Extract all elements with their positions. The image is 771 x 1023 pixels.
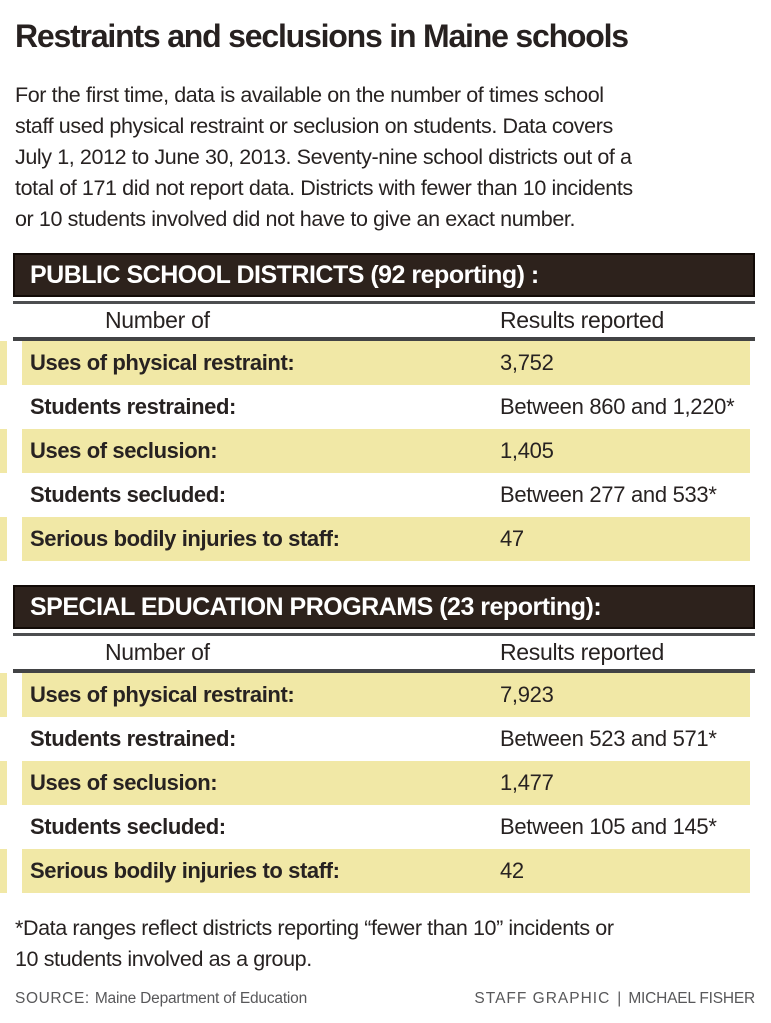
table-row: [22, 805, 750, 849]
row-value: 1,477: [500, 770, 554, 795]
table-row: [22, 717, 750, 761]
row-value: Between 105 and 145*: [500, 814, 717, 839]
section-header-label: SPECIAL EDUCATION PROGRAMS (23 reporting):: [30, 592, 602, 621]
column-header-number-of: Number of: [105, 307, 210, 333]
staff-credit: [474, 990, 755, 1008]
intro-line: For the first time, data is available on the number of times school: [15, 83, 604, 107]
column-header-row: [13, 636, 755, 669]
section-header-bar: [13, 585, 755, 629]
table-row: [22, 849, 750, 893]
row-value: 42: [500, 858, 524, 883]
column-header-number-of: Number of: [105, 639, 210, 665]
row-label: Students restrained:: [30, 726, 236, 751]
row-value: 1,405: [500, 438, 554, 463]
row-label: Uses of physical restraint:: [30, 682, 295, 707]
table-row: [22, 385, 750, 429]
intro-line: staff used physical restraint or seclusion on students. Data covers: [15, 114, 613, 138]
table-row: [22, 429, 750, 473]
credits-row: [15, 990, 755, 1008]
table-rows: [13, 341, 755, 561]
row-value: 47: [500, 526, 524, 551]
staff-graphic-label: STAFF GRAPHIC: [474, 990, 611, 1007]
intro-line: total of 171 did not report data. Districts with fewer than 10 incidents: [15, 176, 633, 200]
source-text: Maine Department of Education: [94, 990, 308, 1007]
credit-divider: |: [617, 990, 622, 1007]
author-name: MICHAEL FISHER: [628, 990, 755, 1007]
table-rows: [13, 673, 755, 893]
intro-line: July 1, 2012 to June 30, 2013. Seventy-nine school districts out of a: [15, 145, 632, 169]
footnote-line: 10 students involved as a group.: [15, 947, 312, 971]
column-header-results-reported: Results reported: [500, 639, 664, 665]
intro-paragraph: [15, 80, 755, 235]
row-label: Uses of seclusion:: [30, 438, 218, 463]
row-label: Serious bodily injuries to staff:: [30, 526, 340, 551]
section-header-bar: [13, 253, 755, 297]
section-header-label: PUBLIC SCHOOL DISTRICTS (92 reporting) :: [30, 260, 539, 289]
column-header-row: [13, 304, 755, 337]
table-row: [22, 341, 750, 385]
source-label: SOURCE:: [15, 990, 90, 1007]
footnote: [15, 913, 755, 975]
row-label: Serious bodily injuries to staff:: [30, 858, 340, 883]
row-label: Students secluded:: [30, 814, 226, 839]
footnote-line: *Data ranges reflect districts reporting “fewer than 10” incidents or: [15, 916, 614, 940]
page-title: Restraints and seclusions in Maine schools: [15, 18, 628, 54]
row-value: 7,923: [500, 682, 554, 707]
row-value: Between 860 and 1,220*: [500, 394, 735, 419]
table-row: [22, 473, 750, 517]
row-value: Between 523 and 571*: [500, 726, 717, 751]
table-row: [22, 673, 750, 717]
row-label: Students restrained:: [30, 394, 236, 419]
content-area: [13, 16, 755, 1008]
source-credit: [15, 990, 307, 1008]
row-label: Uses of physical restraint:: [30, 350, 295, 375]
table-row: [22, 761, 750, 805]
row-label: Students secluded:: [30, 482, 226, 507]
row-value: 3,752: [500, 350, 554, 375]
table-row: [22, 517, 750, 561]
table-special-education-programs: [13, 585, 755, 893]
row-label: Uses of seclusion:: [30, 770, 218, 795]
intro-line: or 10 students involved did not have to give an exact number.: [15, 207, 576, 231]
row-value: Between 277 and 533*: [500, 482, 717, 507]
table-public-school-districts: [13, 253, 755, 561]
column-header-results-reported: Results reported: [500, 307, 664, 333]
